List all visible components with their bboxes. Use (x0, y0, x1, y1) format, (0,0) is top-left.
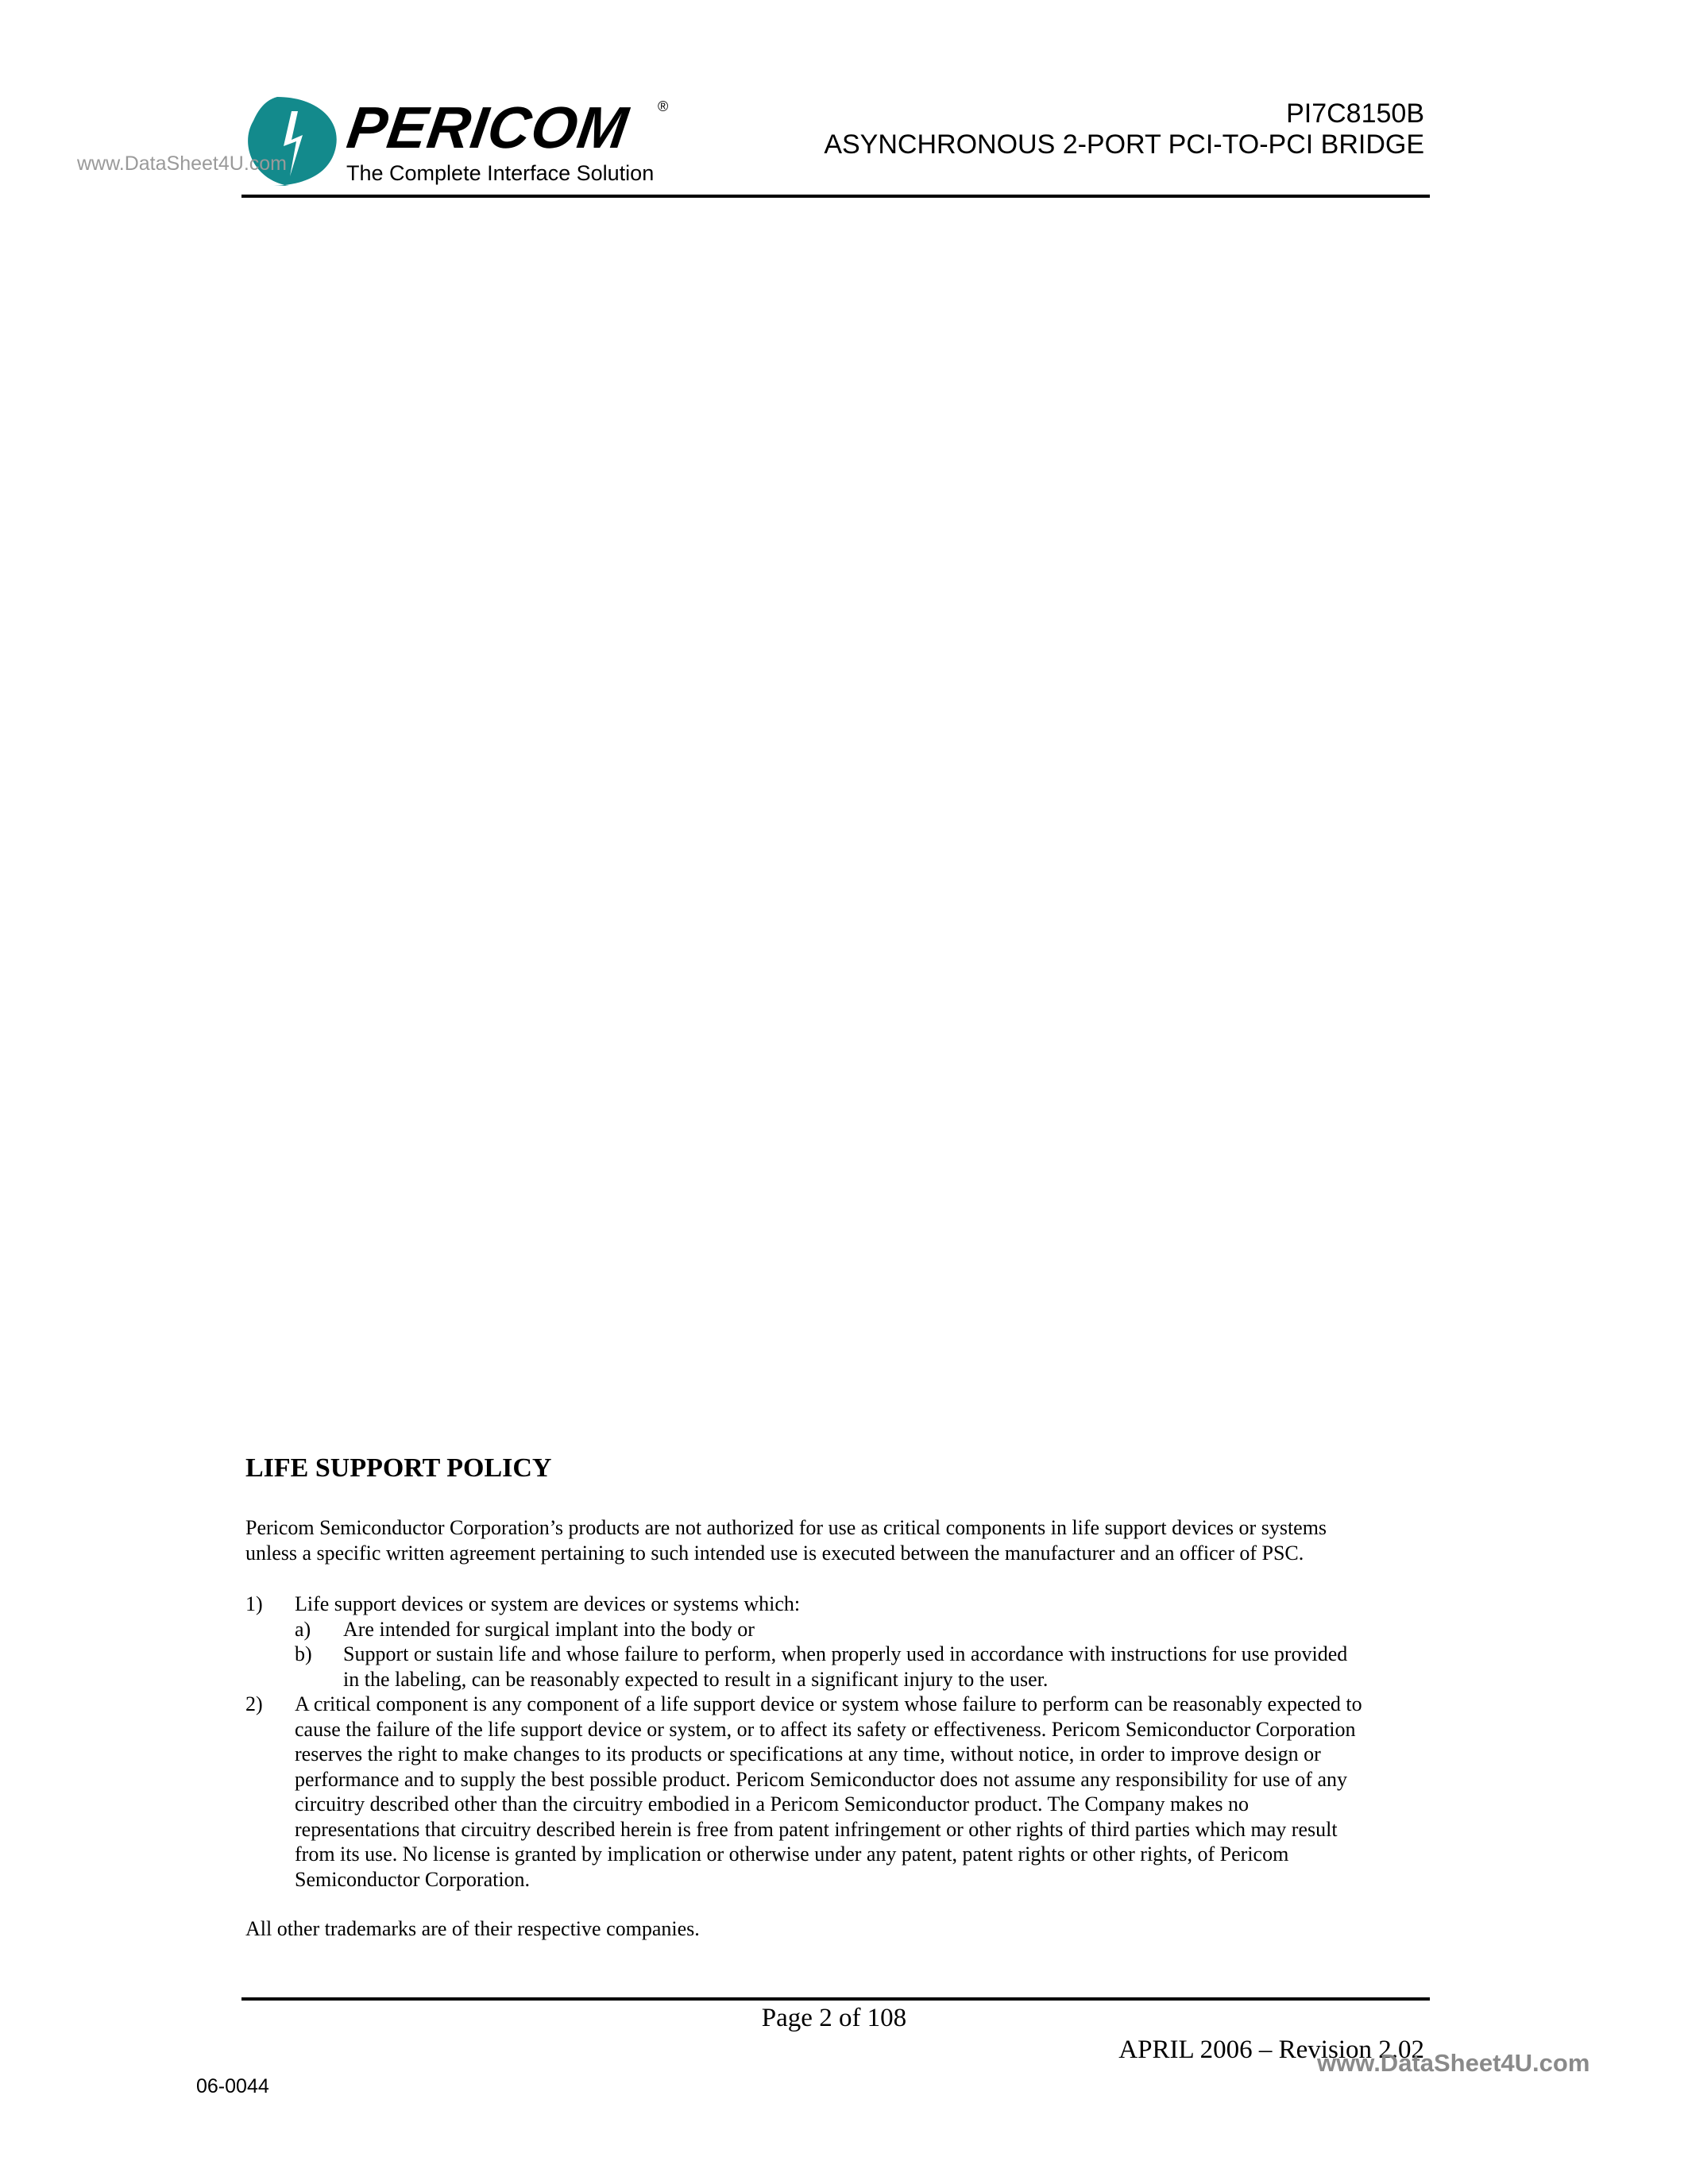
list-text: A critical component is any component of a life support device or system whose failure to perform can be reasonably expected to (295, 1692, 1362, 1715)
document-number: 06-0044 (196, 2075, 269, 2097)
watermark-top: www.DataSheet4U.com (77, 152, 288, 175)
list-text: representations that circuitry described herein is free from patent infringement or other rights of third parties which may result (295, 1817, 1338, 1841)
footer-rule (241, 1997, 1430, 2001)
header-rule (241, 195, 1430, 198)
list-number: 1) (245, 1592, 263, 1615)
logo-tagline: The Complete Interface Solution (346, 161, 655, 185)
logo-wordmark: PERICOM (343, 95, 633, 160)
policy-list (245, 1592, 1437, 1892)
sublist-text: Are intended for surgical implant into the body or (343, 1617, 755, 1641)
list-text: reserves the right to make changes to its products or specifications at any time, without notice, in order to improve design or (295, 1742, 1321, 1765)
registered-mark: ® (658, 98, 669, 114)
part-number: PI7C8150B (1286, 98, 1424, 129)
list-text: circuitry described other than the circuitry embodied in a Pericom Semiconductor product. The Company makes no (295, 1792, 1249, 1815)
policy-intro (245, 1515, 1327, 1565)
sublist-text: in the labeling, can be reasonably expected to result in a significant injury to the user. (343, 1667, 1049, 1691)
list-text: Life support devices or system are devices or systems which: (295, 1592, 801, 1615)
list-number: 2) (245, 1692, 263, 1715)
date-revision: APRIL 2006 – Revision 2.02 (1118, 2035, 1424, 2064)
list-text: performance and to supply the best possible product. Pericom Semiconductor does not assume any responsibility for use of any (295, 1767, 1347, 1791)
sublist-letter: a) (295, 1617, 311, 1641)
policy-heading: LIFE SUPPORT POLICY (245, 1453, 552, 1483)
watermark-bottom: www.DataSheet4U.com (1317, 2049, 1590, 2077)
list-text: Semiconductor Corporation. (295, 1867, 531, 1891)
sublist-text: Support or sustain life and whose failure to perform, when properly used in accordance with instructions for use provided (343, 1642, 1348, 1665)
document-title: ASYNCHRONOUS 2-PORT PCI-TO-PCI BRIDGE (824, 129, 1424, 160)
text-line: Pericom Semiconductor Corporation’s products are not authorized for use as critical components in life support devices or systems (245, 1516, 1327, 1539)
text-line: unless a specific written agreement pertaining to such intended use is executed between the manufacturer and an officer of PSC. (245, 1541, 1304, 1565)
trademarks-note: All other trademarks are of their respective companies. (245, 1917, 700, 1940)
list-text: from its use. No license is granted by implication or otherwise under any patent, patent rights or other rights, of Pericom (295, 1843, 1289, 1866)
sublist-letter: b) (295, 1642, 312, 1665)
page-number: Page 2 of 108 (761, 2004, 907, 2032)
list-text: cause the failure of the life support device or system, or to affect its safety or effectiveness. Pericom Semiconductor Corporation (295, 1717, 1356, 1741)
